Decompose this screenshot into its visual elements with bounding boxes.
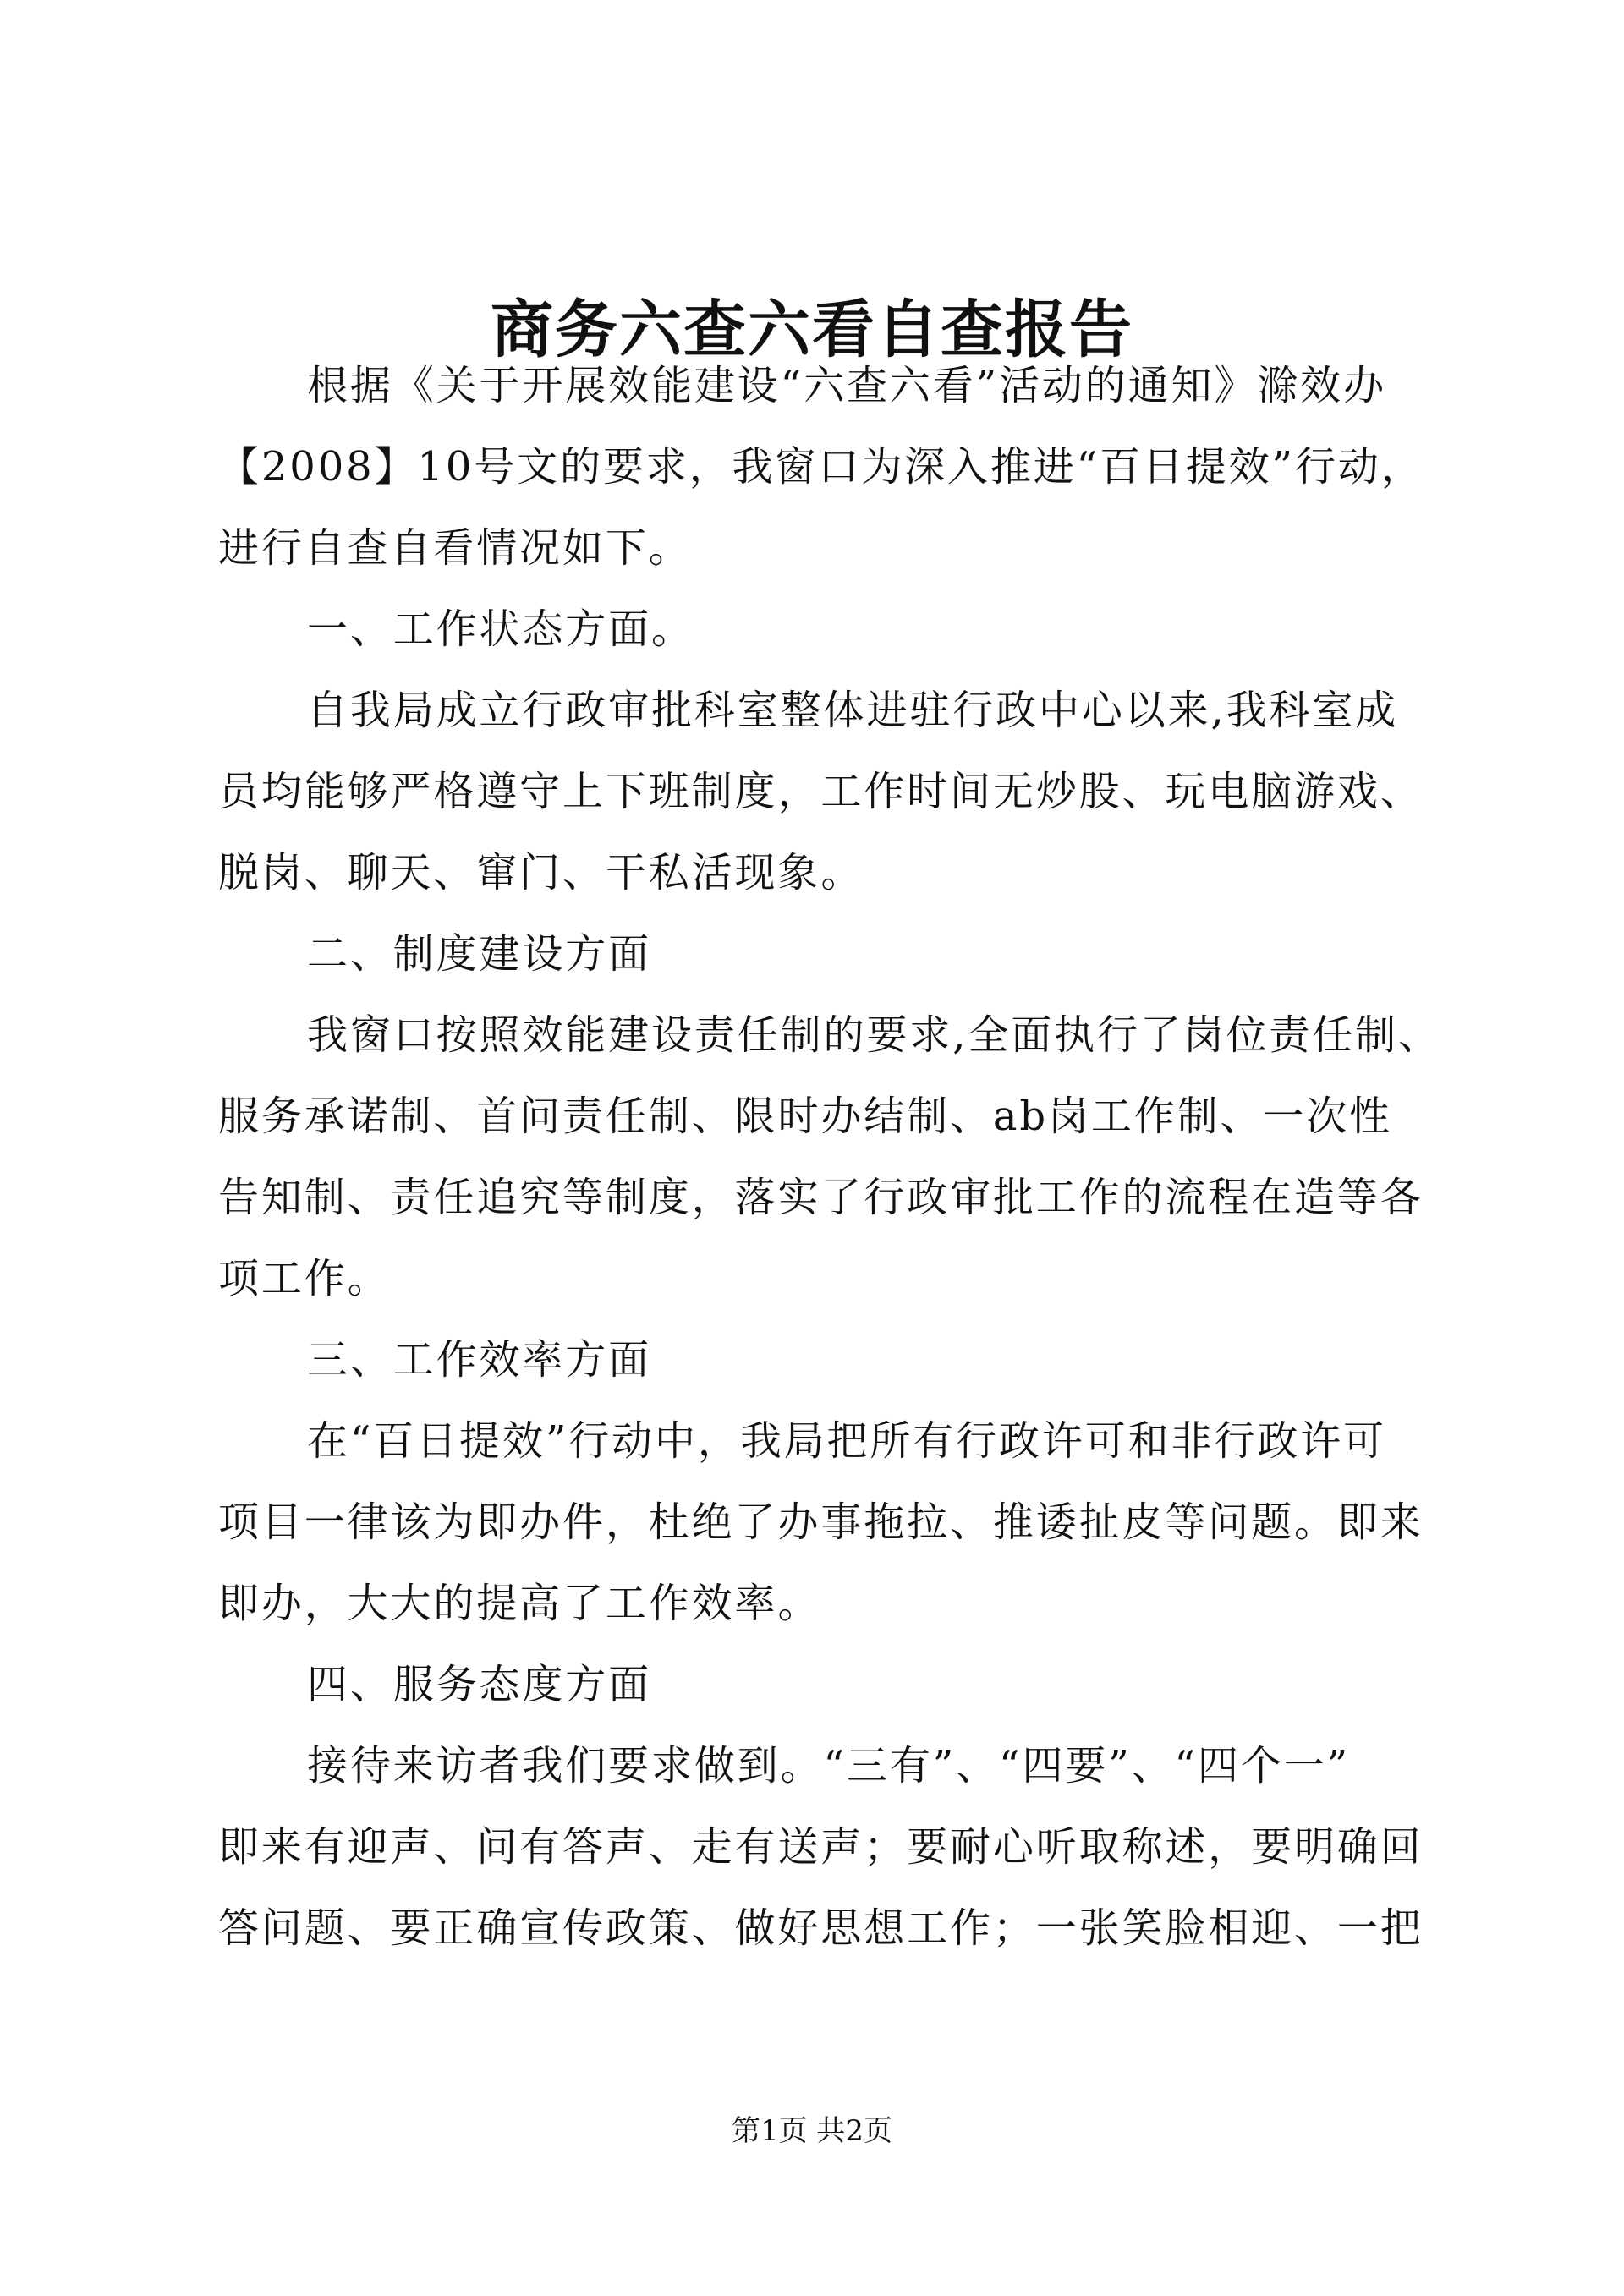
paragraph-intro-line-3: 进行自查自看情况如下。 bbox=[218, 524, 692, 572]
paragraph-system-building-line-2: 服务承诺制、首问责任制、限时办结制、ab岗工作制、一次性 bbox=[218, 1093, 1392, 1140]
paragraph-service-attitude-line-3: 答问题、要正确宣传政策、做好思想工作；一张笑脸相迎、一把 bbox=[218, 1904, 1424, 1952]
paragraph-system-building-line-4: 项工作。 bbox=[218, 1255, 391, 1302]
section-heading-work-efficiency: 三、工作效率方面 bbox=[307, 1336, 652, 1384]
paragraph-system-building-line-1: 我窗口按照效能建设责任制的要求,全面执行了岗位责任制、 bbox=[307, 1011, 1442, 1059]
paragraph-service-attitude-line-2: 即来有迎声、问有答声、走有送声；要耐心听取称述，要明确回 bbox=[218, 1823, 1424, 1871]
paragraph-work-state-line-1: 自我局成立行政审批科室整体进驻行政中心以来,我科室成 bbox=[307, 687, 1399, 734]
page-footer: 第1页 共2页 bbox=[731, 2114, 893, 2148]
paragraph-work-efficiency-line-1: 在“百日提效”行动中，我局把所有行政许可和非行政许可 bbox=[307, 1417, 1386, 1465]
paragraph-service-attitude-line-1: 接待来访者我们要求做到。“三有”、“四要”、“四个一” bbox=[307, 1742, 1350, 1789]
document-body bbox=[218, 345, 1453, 1969]
paragraph-work-efficiency-line-3: 即办，大大的提高了工作效率。 bbox=[218, 1580, 821, 1627]
paragraph-system-building-line-3: 告知制、责任追究等制度，落实了行政审批工作的流程在造等各 bbox=[218, 1174, 1424, 1221]
paragraph-work-state-line-2: 员均能够严格遵守上下班制度，工作时间无炒股、玩电脑游戏、 bbox=[218, 768, 1424, 815]
section-heading-work-state: 一、工作状态方面。 bbox=[307, 606, 694, 653]
paragraph-intro-line-1: 根据《关于开展效能建设“六查六看”活动的通知》滁效办 bbox=[307, 362, 1386, 409]
paragraph-work-efficiency-line-2: 项目一律该为即办件，杜绝了办事拖拉、推诿扯皮等问题。即来 bbox=[218, 1499, 1424, 1546]
paragraph-work-state-line-3: 脱岗、聊天、窜门、干私活现象。 bbox=[218, 849, 864, 896]
document-title: 商务六查六看自查报告 bbox=[491, 293, 1133, 366]
paragraph-intro-line-2: 【2008】10号文的要求，我窗口为深入推进“百日提效”行动， bbox=[218, 443, 1424, 490]
section-heading-service-attitude: 四、服务态度方面 bbox=[307, 1661, 652, 1708]
section-heading-system-building: 二、制度建设方面 bbox=[307, 930, 652, 978]
